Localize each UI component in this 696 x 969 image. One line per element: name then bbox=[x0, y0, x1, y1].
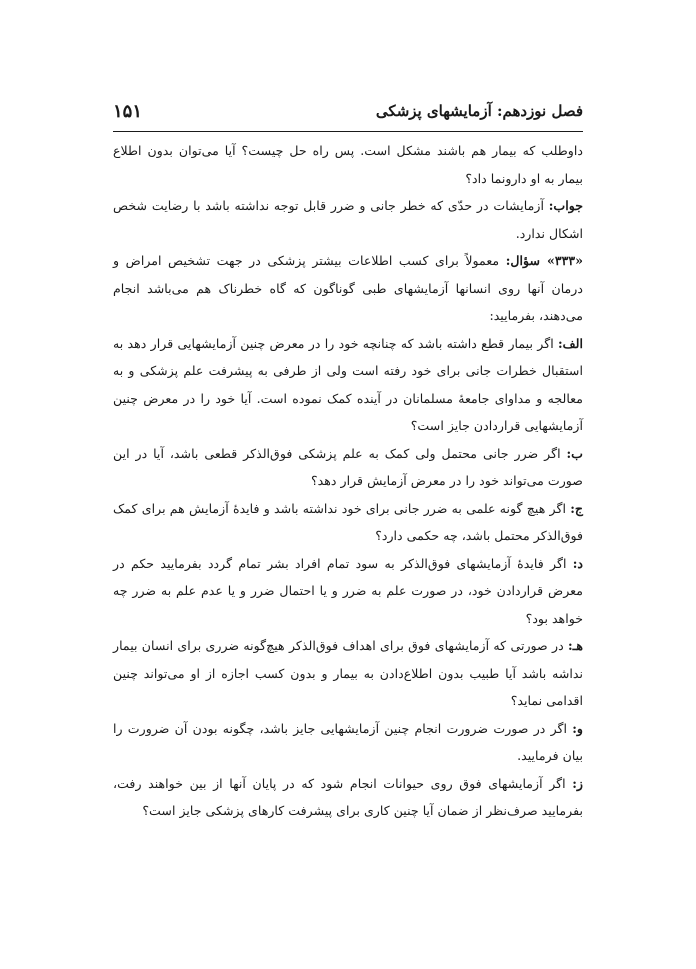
paragraph-text: اگر هیچ گونه علمی به ضرر جانی برای خود نداشته باشد و فایدهٔ آزمایش هم برای کمک فوق‌الذکر محتمل باشد، چه حکمی دارد؟ bbox=[113, 500, 583, 543]
item-label: د: bbox=[572, 555, 583, 571]
paragraph-text: معمولاً برای کسب اطلاعات بیشتر پزشکی در جهت تشخیص امراض و درمان آنها روی انسانها آزمایشهای طبی گوناگون که گاه خطرناک هم می‌باشد انجام می‌دهند، بفرمایید: bbox=[113, 253, 583, 323]
paragraph-text: اگر آزمایشهای فوق روی حیوانات انجام شود که در پایان آنها از بین خواهند رفت، بفرمایید صرف‌نظر از ضمان آیا چنین کاری برای پیشرفت کارهای پزشکی جایز است؟ bbox=[113, 775, 583, 818]
paragraph-answer bbox=[113, 192, 583, 247]
paragraph-item-vav bbox=[113, 715, 583, 770]
question-label: «۳۳۳» سؤال: bbox=[505, 253, 583, 268]
paragraph-text: اگر در صورت ضرورت انجام چنین آزمایشهایی جایز باشد، چگونه بودن آن ضرورت را بیان فرمایید. bbox=[113, 720, 583, 763]
item-label: و: bbox=[572, 720, 583, 736]
page-body bbox=[113, 137, 583, 825]
page-number: ۱۵۱ bbox=[113, 100, 143, 122]
paragraph-text: داوطلب که بیمار هم باشند مشکل است. پس راه حل چیست؟ آیا می‌توان بدون اطلاع بیمار به او دارونما داد؟ bbox=[113, 143, 583, 186]
header-rule bbox=[113, 131, 583, 132]
paragraph-item-alef bbox=[113, 330, 583, 440]
item-label: هـ: bbox=[568, 638, 583, 653]
item-label: ز: bbox=[572, 775, 583, 791]
item-label: ب: bbox=[566, 445, 583, 461]
paragraph-item-ze bbox=[113, 770, 583, 825]
paragraph-text: اگر ضرر جانی محتمل ولی کمک به علم پزشکی فوق‌الذکر قطعی باشد، آیا در این صورت می‌تواند خود را در معرض آزمایش قرار دهد؟ bbox=[113, 445, 583, 488]
paragraph-intro bbox=[113, 137, 583, 192]
item-label: ج: bbox=[570, 500, 583, 516]
paragraph-text: اگر فایدهٔ آزمایشهای فوق‌الذکر به سود تمام افراد بشر تمام گردد بفرمایید حکم در معرض قراردادن خود، در صورت علم به ضرر و یا احتمال ضرر و یا عدم علم به ضرر چه خواهد بود؟ bbox=[113, 555, 583, 626]
paragraph-item-be bbox=[113, 440, 583, 495]
page-header bbox=[113, 96, 583, 126]
chapter-title: فصل نوزدهم: آزمایشهای پزشکی bbox=[375, 102, 583, 120]
item-label: الف: bbox=[557, 335, 583, 351]
paragraph-item-jim bbox=[113, 495, 583, 550]
answer-label: جواب: bbox=[548, 198, 583, 213]
paragraph-item-dal bbox=[113, 550, 583, 633]
paragraph-item-he bbox=[113, 632, 583, 715]
paragraph-text: آزمایشات در حدّی که خطر جانی و ضرر قابل توجه نداشته باشد با رضایت شخص اشکال ندارد. bbox=[113, 198, 583, 241]
paragraph-text: اگر بیمار قطع داشته باشد که چنانچه خود را در معرض چنین آزمایشهایی قرار دهد به استقبال خطرات جانی برای خود رفته است ولی از طرفی به پیشرفت علم پزشکی و به معالجه و مداوای جامعهٔ مسلمانان در آینده کمک نموده است. آیا خود را در معرض چنین آزمایشهایی قراردادن جایز است؟ bbox=[113, 335, 583, 433]
paragraph-question-333 bbox=[113, 247, 583, 330]
paragraph-text: در صورتی که آزمایشهای فوق برای اهداف فوق‌الذکر هیچ‌گونه ضرری برای انسان بیمار نداشه باشد آیا طبیب بدون اطلاع‌دادن به بیمار و بدون کسب اجازه از او می‌تواند چنین اقدامی نماید؟ bbox=[113, 638, 583, 708]
